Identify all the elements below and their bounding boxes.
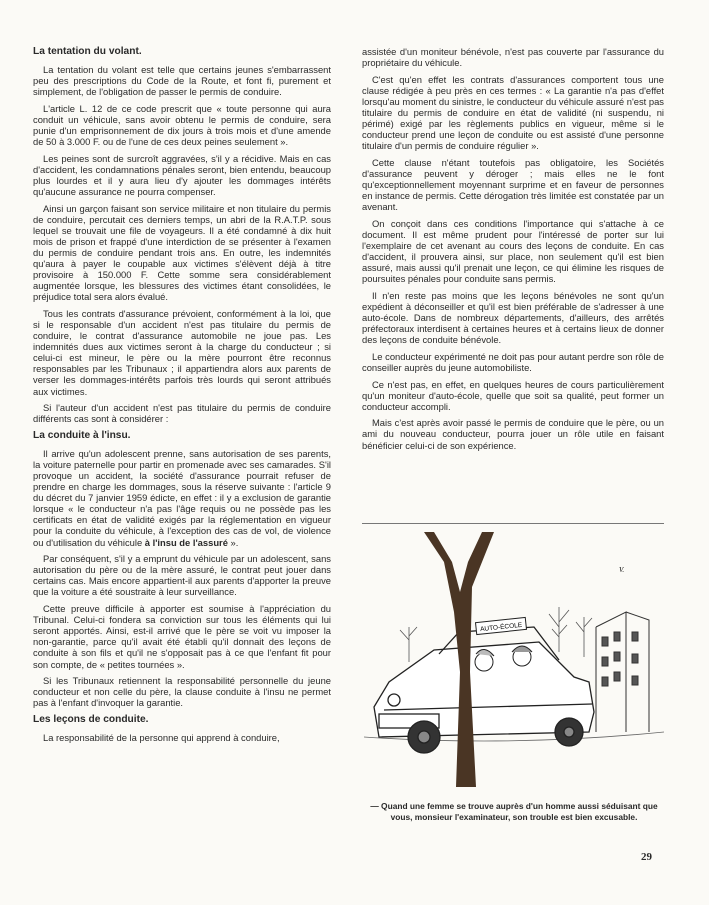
paragraph: C'est qu'en effet les contrats d'assurances comportent tous une clause rédigée à peu près en ces termes : « La garantie n'a pas d'effet lorsqu'au moment du sinistre, le conducteur du véhicule assuré n'est pas titulaire du permis de conduire en état de validité (ni suspendu, ni périmé) exigé par les règlements publics en vigueur, même si le conducteur prend une leçon de conduite ou est assisté d'une personne titulaire d'un permis de conduire régulier ».	[362, 73, 664, 152]
paragraph: assistée d'un moniteur bénévole, n'est pas couverte par l'assurance du propriétaire du véhicule.	[362, 46, 664, 69]
heading-temptation: La tentation du volant.	[33, 46, 142, 57]
divider-rule	[362, 523, 664, 524]
paragraph: Ainsi un garçon faisant son service militaire et non titulaire du permis de conduire, percutait ces derniers temps, un abri de la R.A.T.P. sous lequel se trouvait une file de voyageurs. Il a été condamné à dix huit mois de prison et frappé d'une interdiction de se présenter à l'examen du permis de conduire pendant trois ans. En outre, les indemnités qu'aura à payer le coupable aux victimes s'élèvent déjà à titre provisoire à 150.000 F. Cette somme sera considérablement augmentée lorsque, les blessures des victimes étant consolidées, le préjudice total sera alors évalué.	[33, 202, 331, 303]
artist-signature: V.	[619, 566, 625, 574]
paragraph: Tous les contrats d'assurance prévoient, conformément à la loi, que si le responsable d'un accident n'est pas titulaire du permis de conduire, le contrat d'assurance automobile ne joue pas. Les indemnités dues aux victimes seront à la charge du conducteur ; si celui-ci est mineur, le père ou la mère pourront être reconnus responsables par les Tribunaux ; il appartiendra alors aux parents de verser les dommages-intérêts parfois très lourds qui seront attribués aux victimes.	[33, 307, 331, 397]
text-span: ».	[227, 536, 239, 548]
paragraph: Par conséquent, s'il y a emprunt du véhicule par un adolescent, sans autorisation du père ou de la mère assuré, le contrat peut jouer dans certains cas. Mais encore appartient-il aux parents d'apporter la preuve que la voiture a été soustraite à leur surveillance.	[33, 553, 331, 598]
heading-driving-lessons: Les leçons de conduite.	[33, 713, 149, 725]
bold-phrase: à l'insu de l'assuré	[144, 536, 228, 548]
paragraph: Cette clause n'étant toutefois pas obligatoire, les Sociétés d'assurance peuvent y déroger ; mais elles ne le font qu'exceptionnellement moyennant surprime et en faveur de personnes en instance de permis. Cette dérogation très limitée est constatée par un avenant.	[362, 156, 664, 213]
car-icon	[374, 627, 594, 753]
building-icon	[596, 612, 649, 732]
cartoon-illustration	[364, 532, 664, 797]
paragraph: Il n'en reste pas moins que les leçons bénévoles ne sont qu'un expédient à déconseiller et qu'il est bien préférable de s'adresser à une auto-école. Dans de nombreux départements, d'ailleurs, des arrêtés préfectoraux interdisent à certaines heures et à certains lieux de donner des leçons de conduite bénévole.	[362, 289, 664, 346]
page-number: 29	[641, 851, 652, 863]
paragraph: La tentation du volant est telle que certains jeunes s'embarrassent peu des prescriptions du Code de la Route, et font fi, purement et simplement, de l'obligation de passer le permis de conduire.	[33, 64, 331, 98]
paragraph: Cette preuve difficile à apporter est soumise à l'appréciation du Tribunal. Celui-ci fondera sa conviction sur tous les éléments qui lui seront apportés. Ainsi, est-il arrivé que le père se voit vu imposer la non-garantie, parce qu'il avait été établi qu'il donnait des leçons de conduite à son fils et qu'il ne s'opposait pas à ce que l'enfant fit pour son compte, de « petites tournées ».	[33, 603, 331, 670]
paragraph: La responsabilité de la personne qui apprend à conduire,	[43, 731, 280, 743]
paragraph: Ce n'est pas, en effet, en quelques heures de cours particulièrement qu'un moniteur d'auto-école, quelle que soit sa qualité, peut former un conducteur accompli.	[362, 378, 664, 412]
auto-ecole-sign	[476, 617, 527, 634]
paragraph: Mais c'est après avoir passé le permis de conduire que le père, ou un ami du nouveau conducteur, pourra jouer un rôle utile en faisant bénéficier celui-ci de son expérience.	[362, 417, 664, 451]
paragraph: L'article L. 12 de ce code prescrit que « toute personne qui aura conduit un véhicule, sans avoir obtenu le permis de conduire, sera punie d'un emprisonnement de dix jours à trois mois et d'une amende de 50 à 3.000 F. ou de l'une de ces deux peines seulement ».	[33, 102, 331, 148]
right-column	[362, 46, 664, 456]
left-column	[33, 46, 331, 748]
text-span: Il arrive qu'un adolescent prenne, sans autorisation de ses parents, la voiture paternelle pour partir en promenade avec ses camarades. S'il provoque un accident, la société d'assurance pourrait refuser de prendre en charge les dommages, sous la réserve suivante : l'article 9 du décret du 7 janvier 1959 édicte, en effet : il y a exclusion de garantie lorsque « le conducteur n'a pas l'âge requis ou ne possède pas les certificats en état de validité exigés par la réglementation en vigueur pour la conduite du véhicule, à l'exception des cas de vol, de violence ou d'utilisation du véhicule	[33, 447, 331, 548]
paragraph: Si les Tribunaux retiennent la responsabilité personnelle du jeune conducteur et non celle du père, la clause conduite à l'insu ne permet pas à l'enfant d'invoquer la garantie.	[33, 675, 331, 709]
paragraph: On conçoit dans ces conditions l'importance qui s'attache à ce document. Il est même prudent pour l'intéressé de porter sur lui l'exemplaire de cet avenant au cours des leçons de conduite. En cas d'accident, il prouvera ainsi, sur place, non seulement qu'il est bien assuré, mais aussi qu'il prenait une leçon, ce qui élimine les risques de poursuites pénales pour conduite sans permis.	[362, 217, 664, 285]
paragraph: Le conducteur expérimenté ne doit pas pour autant perdre son rôle de conseiller auprès du jeune automobiliste.	[362, 350, 664, 373]
car-sign-text: AUTO-ÉCOLE	[479, 621, 523, 634]
paragraph: Les peines sont de surcroît aggravées, s'il y a récidive. Mais en cas d'accident, les condamnations pénales seront, bien entendu, beaucoup plus lourdes et il y aura lieu d'y ajouter les dommages intérêts qu'aucune assurance ne pourra compenser.	[33, 152, 331, 197]
heading-unknowing-driving: La conduite à l'insu.	[33, 429, 131, 441]
cartoon-caption: — Quand une femme se trouve auprès d'un homme aussi séduisant que vous, monsieur l'examinateur, son trouble est bien excusable.	[370, 801, 658, 822]
paragraph	[33, 448, 331, 548]
paragraph: Si l'auteur d'un accident n'est pas titulaire du permis de conduire différents cas sont à considérer :	[33, 402, 331, 425]
